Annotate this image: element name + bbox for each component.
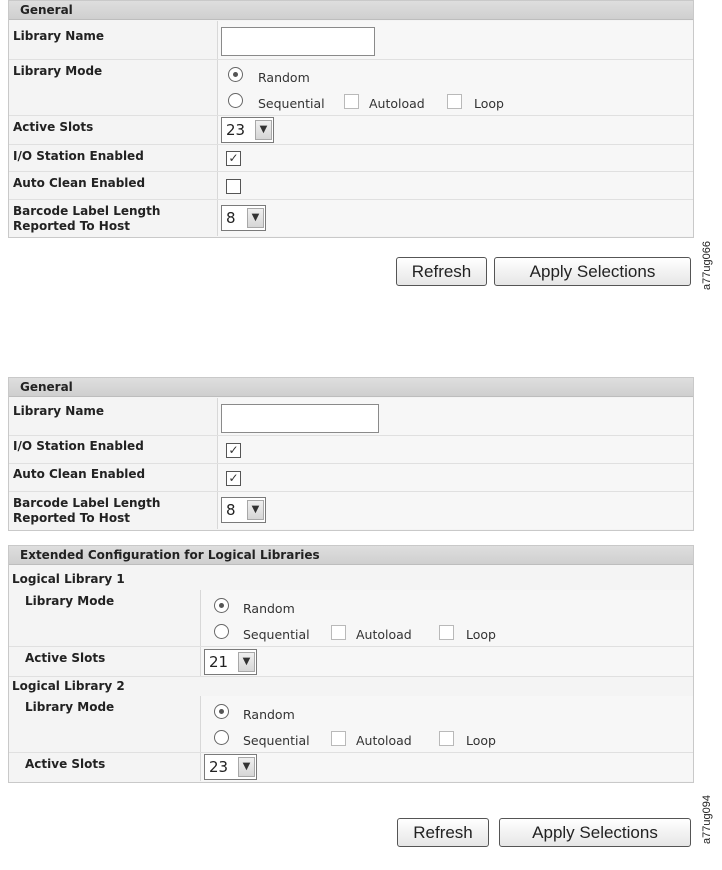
figure-id-2: a77ug094: [701, 795, 713, 844]
loop-text-1: Loop: [474, 96, 504, 111]
active-slots-value-1: 23: [226, 121, 246, 139]
io-station-label-2: I/O Station Enabled: [13, 439, 144, 453]
chevron-down-icon: ▼: [238, 757, 255, 777]
refresh-button-1[interactable]: Refresh: [396, 257, 487, 286]
auto-clean-row-2: [9, 464, 693, 492]
library-name-input-2[interactable]: [221, 404, 379, 433]
ll2-slots-row: [9, 753, 693, 781]
library-name-row-1: [9, 21, 693, 60]
barcode-row-1: [9, 200, 693, 236]
loop-checkbox-1[interactable]: [447, 94, 462, 109]
ll1-sequential-radio[interactable]: [214, 624, 229, 639]
active-slots-label-1: Active Slots: [13, 120, 94, 134]
ll2-autoload-text: Autoload: [356, 733, 412, 748]
auto-clean-checkbox-1[interactable]: [226, 179, 241, 194]
ll1-active-slots-value: 21: [209, 653, 229, 671]
chevron-down-icon: ▼: [255, 120, 272, 140]
active-slots-row-1: [9, 116, 693, 145]
chevron-down-icon: ▼: [238, 652, 255, 672]
library-mode-label-1: Library Mode: [13, 64, 103, 78]
ll1-sequential-text: Sequential: [243, 627, 310, 642]
library-name-row-2: [9, 398, 693, 436]
ll2-sequential-radio[interactable]: [214, 730, 229, 745]
barcode-row-2: [9, 492, 693, 529]
library-name-label-1: Library Name: [13, 29, 105, 43]
apply-selections-button-2[interactable]: Apply Selections: [499, 818, 691, 847]
barcode-label-2: Barcode Label Length Reported To Host: [13, 496, 161, 525]
ll1-autoload-checkbox[interactable]: [331, 625, 346, 640]
ll2-active-slots-value: 23: [209, 758, 229, 776]
active-slots-select-1[interactable]: [221, 117, 274, 143]
library-mode-row-1: [9, 60, 693, 116]
ll2-sequential-text: Sequential: [243, 733, 310, 748]
io-station-label-1: I/O Station Enabled: [13, 149, 144, 163]
ll1-random-text: Random: [243, 601, 295, 616]
library-name-input-1[interactable]: [221, 27, 375, 56]
mode-sequential-radio-1[interactable]: [228, 93, 243, 108]
general-header-2: General: [9, 378, 693, 397]
general-panel-2: [8, 377, 694, 531]
extended-config-panel: [8, 545, 694, 783]
refresh-button-2[interactable]: Refresh: [397, 818, 489, 847]
ll2-loop-checkbox[interactable]: [439, 731, 454, 746]
ll2-slots-label: Active Slots: [25, 757, 106, 771]
ll1-slots-label: Active Slots: [25, 651, 106, 665]
ll2-loop-text: Loop: [466, 733, 496, 748]
ll1-slots-row: [9, 647, 693, 677]
chevron-down-icon: ▼: [247, 500, 264, 520]
ll1-loop-checkbox[interactable]: [439, 625, 454, 640]
general-header-1: General: [9, 1, 693, 20]
logical-library-1-title: Logical Library 1: [12, 572, 125, 586]
auto-clean-label-1: Auto Clean Enabled: [13, 176, 146, 190]
chevron-down-icon: ▼: [247, 208, 264, 228]
ll1-loop-text: Loop: [466, 627, 496, 642]
library-name-label-2: Library Name: [13, 404, 105, 418]
barcode-length-value-1: 8: [226, 209, 236, 227]
extended-config-header: Extended Configuration for Logical Libraries: [9, 546, 693, 565]
io-station-checkbox-2[interactable]: ✓: [226, 443, 241, 458]
io-station-checkbox-1[interactable]: ✓: [226, 151, 241, 166]
auto-clean-row-1: [9, 172, 693, 200]
auto-clean-label-2: Auto Clean Enabled: [13, 467, 146, 481]
apply-selections-button-1[interactable]: Apply Selections: [494, 257, 691, 286]
ll2-random-text: Random: [243, 707, 295, 722]
general-panel-1: [8, 0, 694, 238]
barcode-length-select-1[interactable]: [221, 205, 266, 231]
ll2-mode-label: Library Mode: [25, 700, 115, 714]
io-station-row-2: [9, 436, 693, 464]
ll2-active-slots-select[interactable]: [204, 754, 257, 780]
ll1-mode-label: Library Mode: [25, 594, 115, 608]
auto-clean-checkbox-2[interactable]: ✓: [226, 471, 241, 486]
ll1-active-slots-select[interactable]: [204, 649, 257, 675]
ll1-random-radio[interactable]: [214, 598, 229, 613]
autoload-checkbox-1[interactable]: [344, 94, 359, 109]
mode-random-radio-1[interactable]: [228, 67, 243, 82]
figure-id-1: a77ug066: [701, 241, 713, 290]
ll1-mode-row: [9, 590, 693, 647]
io-station-row-1: [9, 145, 693, 172]
mode-sequential-text-1: Sequential: [258, 96, 325, 111]
barcode-length-value-2: 8: [226, 501, 236, 519]
mode-random-text-1: Random: [258, 70, 310, 85]
ll2-autoload-checkbox[interactable]: [331, 731, 346, 746]
logical-library-2-title: Logical Library 2: [12, 679, 125, 693]
barcode-label-1: Barcode Label Length Reported To Host: [13, 204, 161, 233]
barcode-length-select-2[interactable]: [221, 497, 266, 523]
ll2-mode-row: [9, 696, 693, 753]
ll2-random-radio[interactable]: [214, 704, 229, 719]
ll1-autoload-text: Autoload: [356, 627, 412, 642]
autoload-text-1: Autoload: [369, 96, 425, 111]
